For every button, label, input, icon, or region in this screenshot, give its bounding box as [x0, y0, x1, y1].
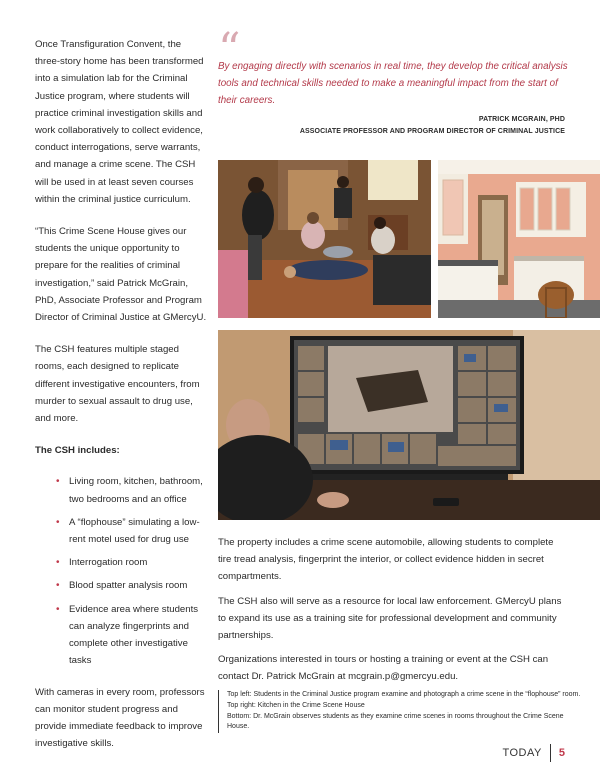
- quote-paragraph: “This Crime Scene House gives our students the unique opportunity to prepare for the realities of criminal investigation,” said Patrick McGrain, PhD, Associate Professor and Program Director of Criminal Justice at GMercyU.: [35, 226, 207, 324]
- intro-paragraph: Once Transfiguration Convent, the three-story home has been transformed into a simulation lab for the Criminal Justice program, where students will practice criminal investigation skills and work collaboratively to collect evidence, conduct interrogations, serve warrants, and manage a crime scene. The CSH will be used in at least seven courses within the criminal justice curriculum.: [35, 39, 204, 205]
- page-number: 5: [558, 747, 565, 759]
- monitoring-photo: [218, 330, 600, 520]
- list-item: • A “flophouse” simulating a low-rent motel used for drug use: [35, 514, 207, 548]
- kitchen-photo: [438, 160, 600, 318]
- photo-captions: [218, 690, 582, 733]
- includes-list: [35, 473, 207, 669]
- list-item: • Living room, kitchen, bathroom, two bedrooms and an office: [35, 473, 207, 507]
- includes-heading: The CSH includes:: [35, 445, 120, 457]
- cameras-paragraph: With cameras in every room, professors can monitor student progress and provide immediate feedback to improve investigative skills.: [35, 686, 205, 750]
- footer-divider: [550, 744, 551, 762]
- features-paragraph: The CSH features multiple staged rooms, each designed to replicate different investigative encounters, from murder to sexual assault to drug use, and more.: [35, 344, 200, 425]
- automobile-paragraph: The property includes a crime scene automobile, allowing students to complete tire tread analysis, fingerprint the interior, or collect evidence hidden in secret compartments.: [218, 537, 554, 583]
- contact-paragraph: Organizations interested in tours or hosting a training or event at the CSH can contact Dr. Patrick McGrain at mcgrain.p@gmercyu.edu.: [218, 654, 549, 683]
- caption-bottom: Bottom: Dr. McGrain observes students as they examine crime scenes in rooms throughout the Crime Scene House.: [227, 713, 564, 730]
- monitoring-photo-image: [218, 330, 600, 520]
- kitchen-photo-image: [438, 160, 600, 318]
- caption-top-left: Top left: Students in the Criminal Justice program examine and photograph a crime scene in the “flophouse” room.: [227, 691, 581, 698]
- page-footer: [502, 744, 565, 762]
- law-enforcement-paragraph: The CSH also will serve as a resource for local law enforcement. GMercyU plans to expand its use as a training site for professional development and community partnerships.: [218, 596, 562, 642]
- caption-top-right: Top right: Kitchen in the Crime Scene House: [227, 702, 365, 709]
- quote-mark-icon: “: [218, 24, 241, 75]
- list-item: • Evidence area where students can analyze fingerprints and complete other investigative tasks: [35, 601, 207, 670]
- pull-quote: By engaging directly with scenarios in real time, they develop the critical analysis tools and technical skills needed to make a meaningful impact from the start of their careers.: [218, 61, 568, 106]
- left-column: [35, 36, 207, 767]
- flophouse-photo-image: [218, 160, 431, 318]
- list-item: • Blood spatter analysis room: [35, 577, 207, 594]
- list-item: • Interrogation room: [35, 554, 207, 571]
- magazine-name: TODAY: [502, 747, 542, 759]
- attribution-name: PATRICK MCGRAIN, PHD: [478, 116, 565, 123]
- flophouse-photo: [218, 160, 431, 318]
- attribution-title: ASSOCIATE PROFESSOR AND PROGRAM DIRECTOR OF CRIMINAL JUSTICE: [299, 127, 565, 135]
- quote-attribution: [300, 114, 565, 137]
